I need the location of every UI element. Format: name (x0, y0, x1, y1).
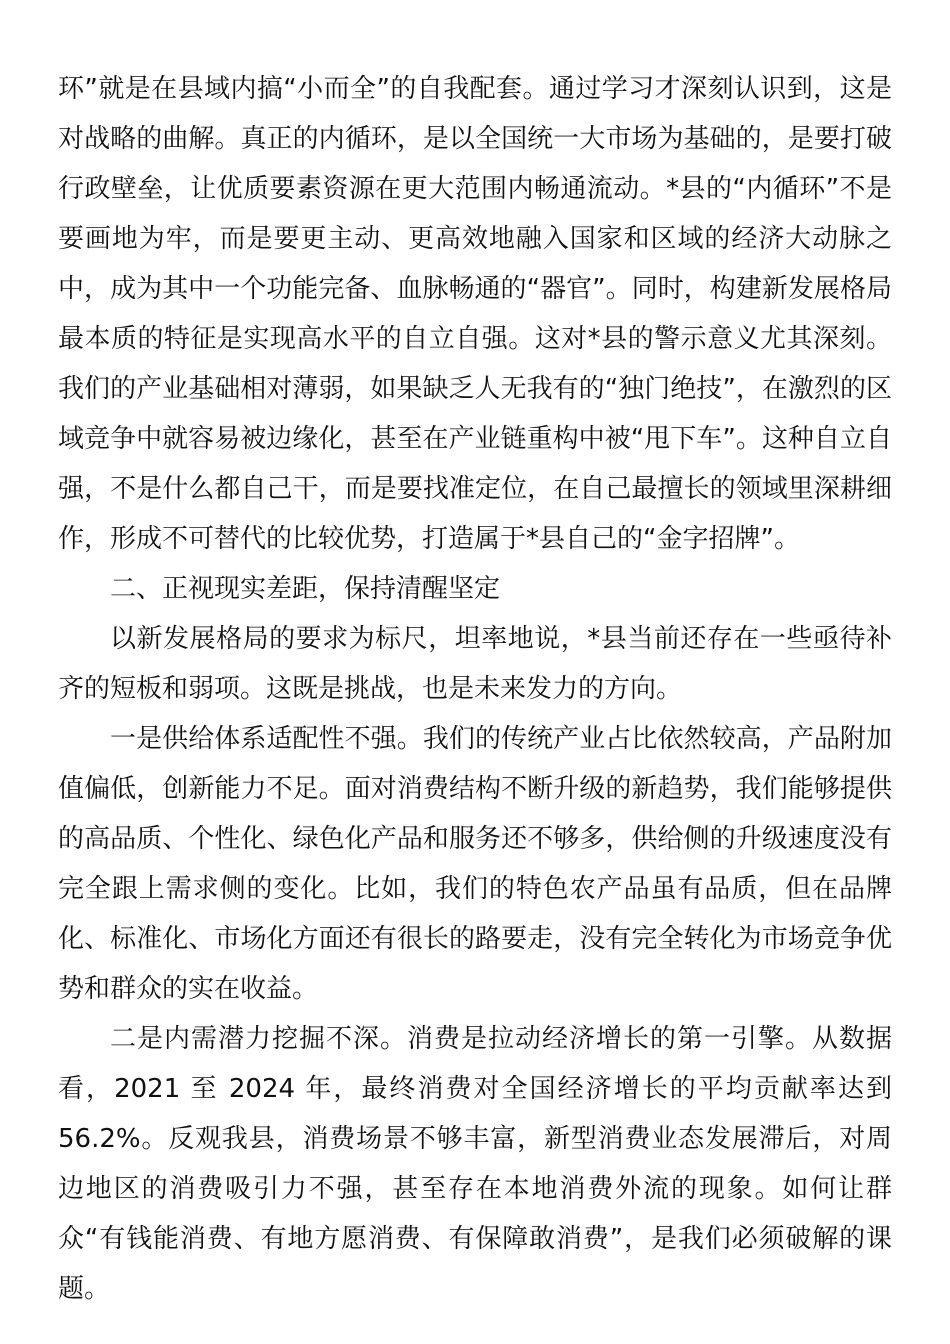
paragraph-point-one: 一是供给体系适配性不强。我们的传统产业占比依然较高，产品附加值偏低，创新能力不足。面对消费结构不断升级的新趋势，我们能够提供的高品质、个性化、绿色化产品和服务还不够多，供给侧的升级速度没有完全跟上需求侧的变化。比如，我们的特色农产品虽有品质，但在品牌化、标准化、市场化方面还有很长的路要走，没有完全转化为市场竞争优势和群众的实在收益。 (58, 724, 892, 1004)
paragraph-point-two: 二是内需潜力挖掘不深。消费是拉动经济增长的第一引擎。从数据看，2021 至 2024 年，最终消费对全国经济增长的平均贡献率达到 56.2%。反观我县，消费场景不够丰富，新型消费业态发展滞后，对周边地区的消费吸引力不强，甚至存在本地消费外流的现象。如何让群众“有钱能消费、有地方愿消费、有保障敢消费”，是我们必须破解的课题。 (58, 1024, 892, 1304)
paragraph-continuation: 环”就是在县域内搞“小而全”的自我配套。通过学习才深刻认识到，这是对战略的曲解。真正的内循环，是以全国统一大市场为基础的，是要打破行政壁垒，让优质要素资源在更大范围内畅通流动。*县的“内循环”不是要画地为牢，而是要更主动、更高效地融入国家和区域的经济大动脉之中，成为其中一个功能完备、血脉畅通的“器官”。同时，构建新发展格局最本质的特征是实现高水平的自立自强。这对*县的警示意义尤其深刻。我们的产业基础相对薄弱，如果缺乏人无我有的“独门绝技”，在激烈的区域竞争中就容易被边缘化，甚至在产业链重构中被“甩下车”。这种自立自强，不是什么都自己干，而是要找准定位，在自己最擅长的领域里深耕细作，形成不可替代的比较优势，打造属于*县自己的“金字招牌”。 (58, 74, 892, 554)
document-page (58, 64, 892, 1314)
paragraph-intro: 以新发展格局的要求为标尺，坦率地说，*县当前还存在一些亟待补齐的短板和弱项。这既是挑战，也是未来发力的方向。 (58, 624, 892, 704)
section-heading: 二、正视现实差距，保持清醒坚定 (110, 574, 501, 604)
